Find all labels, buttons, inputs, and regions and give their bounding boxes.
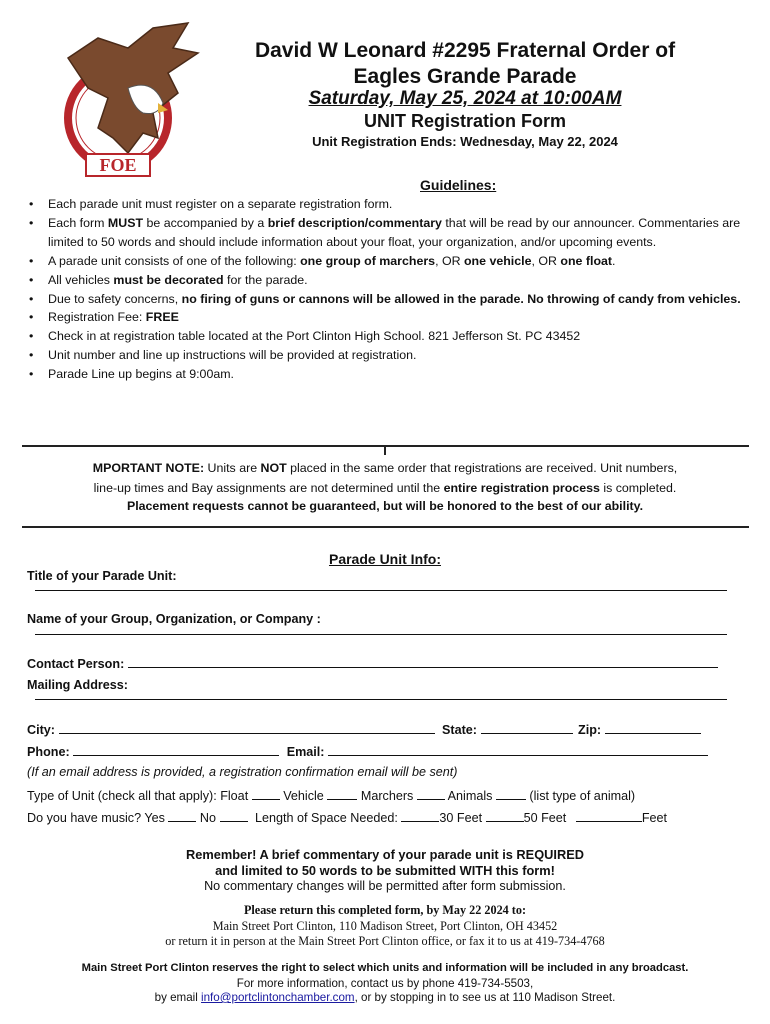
length-30-label: 30 Feet [439, 811, 483, 825]
guideline-text: , OR [531, 253, 561, 268]
guideline-item [28, 290, 748, 309]
guideline-text: that will be read by our announcer. Commentaries are limited to 50 words and should include information about your float, your organization, and/or upcoming events. [48, 215, 741, 249]
length-custom-field[interactable] [576, 809, 642, 822]
note-not: NOT [260, 461, 287, 475]
feet-label: Feet [641, 811, 668, 825]
contact-label: Contact Person: [27, 657, 125, 671]
contact-field[interactable] [128, 655, 718, 668]
music-length-row [27, 809, 667, 825]
footer-line1: Main Street Port Clinton reserves the right to select which units and information will be included in any broadcast. [81, 962, 689, 974]
phone-email-row [27, 743, 708, 759]
footer-text: by email [154, 991, 202, 1004]
mailing-address-field[interactable] [35, 699, 727, 700]
guideline-text: must be decorated [113, 272, 224, 287]
guideline-text: , OR [435, 253, 464, 268]
animal-type-label: (list type of animal) [529, 789, 636, 803]
title-line-2: Eagles Grande Parade [353, 65, 577, 88]
phone-field[interactable] [73, 743, 279, 756]
email-note: (If an email address is provided, a registration confirmation email will be sent) [27, 765, 458, 779]
state-label: State: [442, 723, 477, 737]
vehicle-checkbox[interactable] [327, 787, 357, 800]
email-label: Email: [286, 745, 325, 759]
music-yes-checkbox[interactable] [168, 809, 196, 822]
guideline-text: Registration Fee: [48, 310, 146, 325]
important-note-line2 [24, 481, 746, 495]
animals-checkbox[interactable] [496, 787, 526, 800]
important-note-label: MPORTANT NOTE: [92, 461, 205, 475]
guideline-text: . [612, 253, 616, 268]
vehicle-label: Vehicle [283, 789, 324, 803]
guideline-text: one float [560, 253, 613, 268]
guideline-item [28, 214, 748, 252]
state-field[interactable] [481, 721, 573, 734]
guideline-text: Each parade unit must register on a separate registration form. [48, 197, 393, 211]
important-note-line1 [24, 461, 746, 475]
length-50-label: 50 Feet [523, 811, 567, 825]
registration-deadline: Unit Registration Ends: Wednesday, May 22, 2024 [312, 134, 618, 149]
return-line2: Main Street Port Clinton, 110 Madison Street, Port Clinton, OH 43452 [212, 919, 558, 933]
guideline-item [28, 346, 748, 365]
event-date: Saturday, May 25, 2024 at 10:00AM [308, 88, 622, 109]
unit-title-field[interactable] [35, 590, 727, 591]
phone-label: Phone: [27, 745, 70, 759]
logo-text: FOE [99, 155, 137, 175]
title-line-1: David W Leonard #2295 Fraternal Order of [254, 39, 676, 62]
city-label: City: [27, 723, 55, 737]
contact-row [27, 655, 718, 671]
note-text: Units are [204, 461, 261, 475]
guideline-text: All vehicles [48, 272, 114, 287]
guideline-item [28, 308, 748, 327]
guideline-text: Due to safety concerns, [48, 291, 182, 306]
guidelines-list [28, 195, 748, 384]
music-yes-label: Do you have music? Yes [27, 811, 165, 825]
unit-type-label: Type of Unit (check all that apply): Float [27, 789, 249, 803]
footer-text: , or by stopping in to see us at 110 Madison Street. [354, 991, 616, 1004]
divider-bottom [22, 526, 749, 528]
guideline-text: one vehicle [463, 253, 532, 268]
zip-field[interactable] [605, 721, 701, 734]
mailing-address-label: Mailing Address: [27, 678, 128, 692]
note-text: line-up times and Bay assignments are not determined until the [93, 481, 444, 495]
guideline-text: MUST [107, 215, 144, 230]
marchers-checkbox[interactable] [417, 787, 445, 800]
guideline-text: be accompanied by a [143, 215, 268, 230]
return-line1: Please return this completed form, by May 22 2024 to: [243, 903, 527, 917]
footer-line3 [0, 991, 770, 1004]
city-state-zip-row [27, 721, 701, 737]
guideline-text: Parade Line up begins at 9:00am. [48, 367, 234, 382]
unit-title-label: Title of your Parade Unit: [27, 569, 177, 583]
guideline-text: brief description/commentary [267, 215, 442, 230]
remember-line1: Remember! A brief commentary of your parade unit is REQUIRED [186, 847, 584, 862]
guidelines-heading: Guidelines: [420, 177, 497, 193]
length-30-checkbox[interactable] [401, 809, 439, 822]
guideline-text: one group of marchers [300, 253, 436, 268]
float-checkbox[interactable] [252, 787, 280, 800]
note-text: placed in the same order that registrations are received. Unit numbers, [286, 461, 678, 475]
eagle-logo [58, 18, 208, 186]
length-label: Length of Space Needed: [255, 811, 398, 825]
music-no-label: No [199, 811, 217, 825]
guideline-item [28, 365, 748, 384]
guideline-item [28, 195, 748, 214]
email-field[interactable] [328, 743, 708, 756]
music-no-checkbox[interactable] [220, 809, 248, 822]
length-50-checkbox[interactable] [486, 809, 524, 822]
guideline-text: Each form [48, 215, 108, 230]
guideline-text: FREE [145, 310, 179, 325]
footer-email-link[interactable]: info@portclintonchamber.com [201, 991, 355, 1004]
footer-line2: For more information, contact us by phone 419-734-5503, [236, 977, 534, 990]
note-emphasis: entire registration process [443, 481, 600, 495]
unit-type-row [27, 787, 635, 803]
marchers-label: Marchers [360, 789, 414, 803]
city-field[interactable] [59, 721, 435, 734]
parade-unit-info-heading: Parade Unit Info: [328, 551, 441, 567]
guideline-item [28, 327, 748, 346]
group-name-label: Name of your Group, Organization, or Company : [27, 612, 321, 626]
guideline-text: Check in at registration table located at the Port Clinton High School. 821 Jefferson St. PC 43452 [48, 329, 581, 344]
remember-line2: and limited to 50 words to be submitted WITH this form! [215, 863, 555, 878]
event-title [230, 38, 700, 90]
important-note-line3: Placement requests cannot be guaranteed, but will be honored to the best of our ability. [126, 499, 644, 513]
form-name: UNIT Registration Form [363, 111, 566, 131]
divider-tick [384, 446, 386, 455]
return-line3: or return it in person at the Main Street Port Clinton office, or fax it to us at 419-734-4768 [165, 934, 605, 948]
guideline-text: no firing of guns or cannons will be allowed in the parade. No throwing of candy from vehicles. [181, 291, 741, 306]
guideline-text: for the parade. [223, 272, 308, 287]
group-name-field[interactable] [35, 634, 727, 635]
guideline-text: Unit number and line up instructions will be provided at registration. [48, 348, 417, 363]
guideline-item [28, 252, 748, 271]
zip-label: Zip: [578, 723, 602, 737]
guideline-item [28, 271, 748, 290]
guideline-text: A parade unit consists of one of the following: [48, 253, 301, 268]
note-text: is completed. [599, 481, 677, 495]
animals-label: Animals [447, 789, 493, 803]
remember-line3: No commentary changes will be permitted after form submission. [204, 879, 566, 893]
